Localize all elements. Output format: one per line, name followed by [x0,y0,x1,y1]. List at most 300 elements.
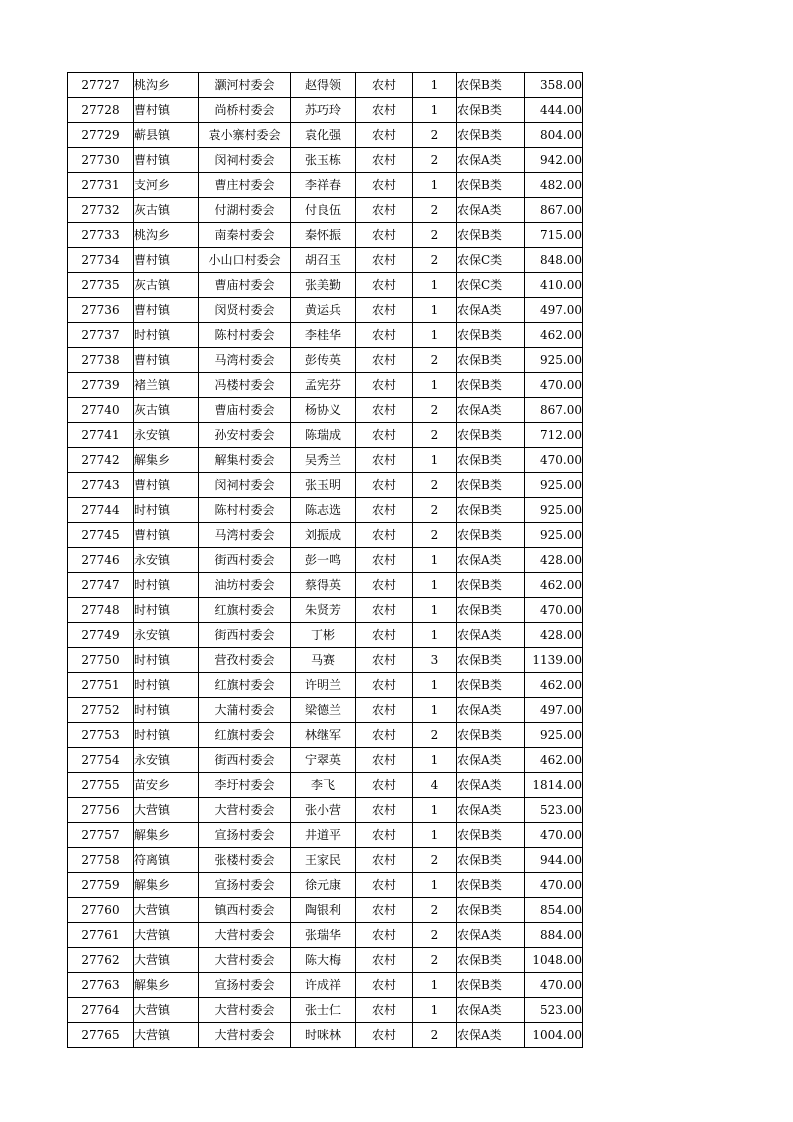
cell-type: 农村 [356,498,413,523]
cell-type: 农村 [356,248,413,273]
cell-category: 农保B类 [457,473,525,498]
cell-id: 27739 [68,373,134,398]
cell-category: 农保B类 [457,898,525,923]
table-row [68,673,583,698]
cell-id: 27760 [68,898,134,923]
cell-amount: 884.00 [525,923,583,948]
cell-village: 小山口村委会 [199,248,291,273]
cell-type: 农村 [356,348,413,373]
cell-id: 27763 [68,973,134,998]
cell-count: 2 [413,848,457,873]
cell-id: 27757 [68,823,134,848]
cell-name: 井道平 [291,823,356,848]
cell-village: 曹庄村委会 [199,173,291,198]
cell-type: 农村 [356,523,413,548]
cell-amount: 462.00 [525,323,583,348]
cell-type: 农村 [356,198,413,223]
cell-count: 2 [413,898,457,923]
table-row [68,223,583,248]
cell-count: 1 [413,623,457,648]
cell-type: 农村 [356,373,413,398]
cell-amount: 444.00 [525,98,583,123]
cell-amount: 462.00 [525,573,583,598]
cell-category: 农保B类 [457,348,525,373]
cell-count: 1 [413,873,457,898]
cell-category: 农保A类 [457,798,525,823]
cell-count: 3 [413,648,457,673]
cell-count: 1 [413,273,457,298]
table-row [68,873,583,898]
cell-name: 吴秀兰 [291,448,356,473]
cell-amount: 470.00 [525,373,583,398]
cell-amount: 410.00 [525,273,583,298]
cell-town: 时村镇 [134,498,199,523]
cell-category: 农保A类 [457,148,525,173]
cell-amount: 925.00 [525,348,583,373]
cell-type: 农村 [356,73,413,98]
table-row [68,848,583,873]
cell-name: 林继军 [291,723,356,748]
cell-village: 红旗村委会 [199,723,291,748]
cell-count: 2 [413,498,457,523]
table-row [68,923,583,948]
cell-name: 付良伍 [291,198,356,223]
cell-village: 闵祠村委会 [199,148,291,173]
cell-amount: 1004.00 [525,1023,583,1048]
cell-type: 农村 [356,898,413,923]
cell-amount: 854.00 [525,898,583,923]
cell-type: 农村 [356,823,413,848]
cell-town: 时村镇 [134,648,199,673]
cell-count: 1 [413,673,457,698]
cell-name: 李飞 [291,773,356,798]
cell-name: 李祥春 [291,173,356,198]
table-row [68,1023,583,1048]
cell-category: 农保B类 [457,223,525,248]
cell-count: 2 [413,148,457,173]
cell-name: 陈志选 [291,498,356,523]
cell-id: 27738 [68,348,134,373]
table-row [68,573,583,598]
table-row [68,398,583,423]
cell-village: 解集村委会 [199,448,291,473]
cell-village: 灏河村委会 [199,73,291,98]
table-row [68,773,583,798]
cell-town: 大营镇 [134,898,199,923]
cell-town: 灰古镇 [134,198,199,223]
cell-amount: 470.00 [525,448,583,473]
cell-name: 陶银利 [291,898,356,923]
cell-category: 农保B类 [457,948,525,973]
cell-town: 大营镇 [134,1023,199,1048]
cell-category: 农保B类 [457,98,525,123]
cell-village: 南秦村委会 [199,223,291,248]
cell-type: 农村 [356,998,413,1023]
cell-count: 2 [413,923,457,948]
cell-name: 李桂华 [291,323,356,348]
cell-type: 农村 [356,473,413,498]
cell-name: 杨协义 [291,398,356,423]
cell-name: 许明兰 [291,673,356,698]
cell-type: 农村 [356,1023,413,1048]
cell-town: 时村镇 [134,673,199,698]
cell-town: 灰古镇 [134,273,199,298]
cell-count: 2 [413,423,457,448]
table-row [68,548,583,573]
cell-village: 闵贤村委会 [199,298,291,323]
cell-id: 27740 [68,398,134,423]
cell-town: 永安镇 [134,748,199,773]
cell-village: 营孜村委会 [199,648,291,673]
cell-count: 2 [413,248,457,273]
cell-type: 农村 [356,973,413,998]
cell-id: 27758 [68,848,134,873]
cell-count: 1 [413,748,457,773]
table-row [68,323,583,348]
cell-amount: 470.00 [525,823,583,848]
cell-category: 农保B类 [457,873,525,898]
cell-id: 27761 [68,923,134,948]
cell-type: 农村 [356,298,413,323]
cell-name: 蔡得英 [291,573,356,598]
cell-town: 大营镇 [134,998,199,1023]
cell-amount: 942.00 [525,148,583,173]
cell-id: 27754 [68,748,134,773]
table-row [68,98,583,123]
table-row [68,73,583,98]
cell-name: 黄运兵 [291,298,356,323]
cell-town: 时村镇 [134,573,199,598]
cell-amount: 523.00 [525,998,583,1023]
cell-id: 27747 [68,573,134,598]
cell-type: 农村 [356,948,413,973]
cell-village: 大营村委会 [199,948,291,973]
cell-id: 27751 [68,673,134,698]
table-row [68,698,583,723]
cell-id: 27764 [68,998,134,1023]
cell-id: 27735 [68,273,134,298]
cell-category: 农保A类 [457,298,525,323]
cell-town: 符离镇 [134,848,199,873]
cell-category: 农保B类 [457,573,525,598]
cell-name: 徐元康 [291,873,356,898]
table-row [68,598,583,623]
cell-town: 蕲县镇 [134,123,199,148]
cell-amount: 470.00 [525,873,583,898]
cell-count: 2 [413,348,457,373]
table-row [68,523,583,548]
cell-category: 农保A类 [457,773,525,798]
cell-count: 1 [413,598,457,623]
cell-category: 农保B类 [457,423,525,448]
table-row [68,273,583,298]
cell-town: 曹村镇 [134,523,199,548]
cell-town: 解集乡 [134,823,199,848]
cell-amount: 470.00 [525,598,583,623]
cell-town: 大营镇 [134,798,199,823]
cell-amount: 497.00 [525,298,583,323]
cell-count: 2 [413,123,457,148]
cell-town: 桃沟乡 [134,73,199,98]
table-row [68,948,583,973]
cell-count: 1 [413,73,457,98]
cell-id: 27730 [68,148,134,173]
cell-village: 街西村委会 [199,548,291,573]
cell-type: 农村 [356,423,413,448]
cell-amount: 1814.00 [525,773,583,798]
cell-category: 农保B类 [457,648,525,673]
cell-name: 刘振成 [291,523,356,548]
cell-village: 大蒲村委会 [199,698,291,723]
table-row [68,623,583,648]
cell-category: 农保B类 [457,523,525,548]
cell-town: 曹村镇 [134,473,199,498]
cell-count: 2 [413,398,457,423]
cell-category: 农保B类 [457,323,525,348]
cell-name: 彭一鸣 [291,548,356,573]
cell-count: 2 [413,198,457,223]
cell-type: 农村 [356,798,413,823]
table-body [68,73,583,1048]
cell-town: 时村镇 [134,323,199,348]
cell-name: 秦怀振 [291,223,356,248]
cell-town: 永安镇 [134,623,199,648]
cell-count: 1 [413,448,457,473]
cell-name: 胡召玉 [291,248,356,273]
cell-type: 农村 [356,98,413,123]
cell-town: 灰古镇 [134,398,199,423]
cell-count: 1 [413,973,457,998]
cell-id: 27737 [68,323,134,348]
cell-id: 27756 [68,798,134,823]
cell-village: 陈村村委会 [199,498,291,523]
cell-village: 街西村委会 [199,748,291,773]
table-row [68,448,583,473]
cell-town: 永安镇 [134,548,199,573]
cell-village: 镇西村委会 [199,898,291,923]
cell-town: 曹村镇 [134,298,199,323]
cell-village: 闵祠村委会 [199,473,291,498]
cell-name: 陈大梅 [291,948,356,973]
cell-count: 2 [413,1023,457,1048]
cell-id: 27728 [68,98,134,123]
table-row [68,173,583,198]
cell-type: 农村 [356,873,413,898]
cell-town: 曹村镇 [134,98,199,123]
cell-village: 陈村村委会 [199,323,291,348]
cell-name: 张小营 [291,798,356,823]
cell-type: 农村 [356,723,413,748]
cell-id: 27755 [68,773,134,798]
cell-town: 曹村镇 [134,148,199,173]
cell-village: 袁小寨村委会 [199,123,291,148]
cell-village: 宣扬村委会 [199,873,291,898]
cell-name: 张美勤 [291,273,356,298]
cell-town: 大营镇 [134,948,199,973]
cell-name: 王家民 [291,848,356,873]
cell-amount: 925.00 [525,473,583,498]
cell-category: 农保B类 [457,848,525,873]
cell-town: 褚兰镇 [134,373,199,398]
cell-town: 解集乡 [134,873,199,898]
cell-count: 1 [413,173,457,198]
table-row [68,648,583,673]
cell-type: 农村 [356,273,413,298]
cell-name: 宁翠英 [291,748,356,773]
cell-type: 农村 [356,648,413,673]
cell-id: 27749 [68,623,134,648]
cell-village: 大营村委会 [199,798,291,823]
cell-amount: 497.00 [525,698,583,723]
cell-town: 永安镇 [134,423,199,448]
cell-count: 1 [413,798,457,823]
cell-name: 丁彬 [291,623,356,648]
cell-amount: 462.00 [525,748,583,773]
cell-category: 农保B类 [457,598,525,623]
cell-town: 苗安乡 [134,773,199,798]
cell-name: 张玉栋 [291,148,356,173]
table-row [68,423,583,448]
cell-id: 27736 [68,298,134,323]
cell-category: 农保C类 [457,273,525,298]
cell-name: 马赛 [291,648,356,673]
cell-town: 解集乡 [134,448,199,473]
cell-count: 1 [413,298,457,323]
cell-village: 大营村委会 [199,998,291,1023]
cell-category: 农保B类 [457,973,525,998]
cell-id: 27759 [68,873,134,898]
cell-name: 张士仁 [291,998,356,1023]
cell-village: 宣扬村委会 [199,823,291,848]
table-row [68,148,583,173]
cell-category: 农保B类 [457,673,525,698]
cell-name: 许成祥 [291,973,356,998]
cell-amount: 804.00 [525,123,583,148]
cell-amount: 358.00 [525,73,583,98]
cell-id: 27733 [68,223,134,248]
cell-id: 27731 [68,173,134,198]
table-row [68,823,583,848]
cell-id: 27748 [68,598,134,623]
cell-id: 27752 [68,698,134,723]
cell-id: 27742 [68,448,134,473]
cell-id: 27727 [68,73,134,98]
cell-amount: 428.00 [525,548,583,573]
cell-category: 农保A类 [457,548,525,573]
cell-id: 27741 [68,423,134,448]
table-row [68,973,583,998]
cell-type: 农村 [356,673,413,698]
cell-amount: 867.00 [525,398,583,423]
cell-category: 农保C类 [457,248,525,273]
cell-name: 孟宪芬 [291,373,356,398]
cell-village: 马湾村委会 [199,348,291,373]
cell-count: 1 [413,98,457,123]
cell-village: 红旗村委会 [199,673,291,698]
cell-category: 农保B类 [457,498,525,523]
cell-count: 2 [413,948,457,973]
cell-count: 1 [413,573,457,598]
cell-amount: 1139.00 [525,648,583,673]
cell-category: 农保A类 [457,748,525,773]
cell-type: 农村 [356,773,413,798]
cell-name: 赵得领 [291,73,356,98]
cell-category: 农保A类 [457,923,525,948]
cell-category: 农保A类 [457,398,525,423]
cell-name: 陈瑞成 [291,423,356,448]
cell-village: 大营村委会 [199,1023,291,1048]
cell-village: 马湾村委会 [199,523,291,548]
table-row [68,473,583,498]
cell-category: 农保B类 [457,73,525,98]
table-row [68,798,583,823]
cell-name: 张瑞华 [291,923,356,948]
cell-village: 油坊村委会 [199,573,291,598]
cell-village: 张楼村委会 [199,848,291,873]
cell-type: 农村 [356,698,413,723]
cell-id: 27745 [68,523,134,548]
table-row [68,198,583,223]
cell-type: 农村 [356,223,413,248]
cell-town: 大营镇 [134,923,199,948]
cell-type: 农村 [356,548,413,573]
cell-count: 1 [413,823,457,848]
cell-amount: 482.00 [525,173,583,198]
cell-name: 时咪林 [291,1023,356,1048]
cell-village: 尚桥村委会 [199,98,291,123]
cell-amount: 944.00 [525,848,583,873]
cell-town: 曹村镇 [134,348,199,373]
cell-category: 农保B类 [457,823,525,848]
cell-town: 时村镇 [134,723,199,748]
cell-amount: 715.00 [525,223,583,248]
cell-id: 27762 [68,948,134,973]
cell-amount: 848.00 [525,248,583,273]
cell-count: 1 [413,548,457,573]
cell-type: 农村 [356,848,413,873]
cell-count: 2 [413,723,457,748]
cell-id: 27743 [68,473,134,498]
table-row [68,498,583,523]
cell-name: 朱贤芳 [291,598,356,623]
cell-count: 2 [413,223,457,248]
cell-category: 农保B类 [457,373,525,398]
cell-category: 农保A类 [457,623,525,648]
cell-type: 农村 [356,748,413,773]
cell-amount: 925.00 [525,523,583,548]
cell-type: 农村 [356,323,413,348]
cell-amount: 523.00 [525,798,583,823]
cell-id: 27765 [68,1023,134,1048]
cell-count: 1 [413,698,457,723]
cell-id: 27734 [68,248,134,273]
cell-count: 4 [413,773,457,798]
cell-name: 张玉明 [291,473,356,498]
cell-id: 27753 [68,723,134,748]
table-row [68,298,583,323]
cell-town: 桃沟乡 [134,223,199,248]
cell-town: 时村镇 [134,698,199,723]
cell-town: 时村镇 [134,598,199,623]
cell-count: 1 [413,373,457,398]
cell-category: 农保B类 [457,123,525,148]
cell-count: 2 [413,523,457,548]
cell-amount: 428.00 [525,623,583,648]
cell-amount: 925.00 [525,723,583,748]
cell-type: 农村 [356,573,413,598]
cell-amount: 462.00 [525,673,583,698]
cell-amount: 470.00 [525,973,583,998]
